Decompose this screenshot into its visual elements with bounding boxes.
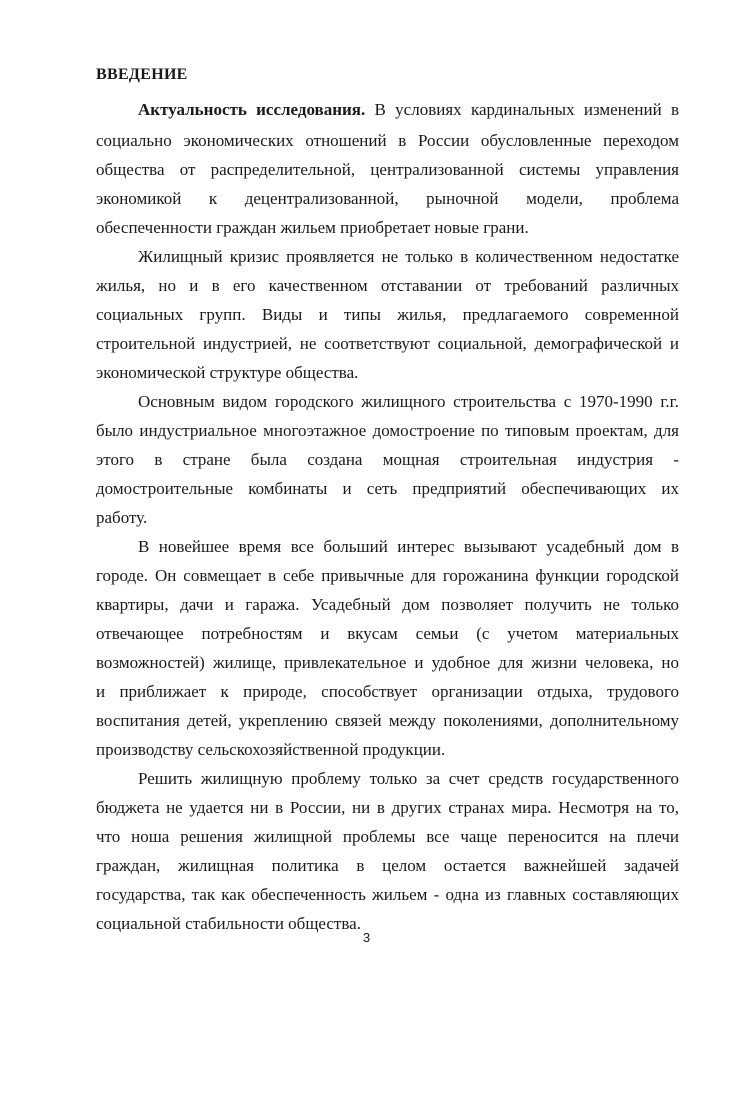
paragraph-5-line-4: граждан, жилищная политика в целом остается важнейшей задачей <box>96 856 679 875</box>
paragraph-3-line-2: было индустриальное многоэтажное домостроение по типовым проектам, для <box>96 421 679 440</box>
paragraph-3-line-5: работу. <box>96 508 148 527</box>
paragraph-1-line-3: общества от распределительной, централизованной системы управления <box>96 160 679 179</box>
paragraph-2-line-5: экономической структуре общества. <box>96 363 359 382</box>
paragraph-5-line-6: социальной стабильности общества. <box>96 914 361 933</box>
paragraph-2-line-2: жилья, но и в его качественном отставании от требований различных <box>96 276 679 295</box>
paragraph-1-line-5: обеспеченности граждан жильем приобретает новые грани. <box>96 218 529 237</box>
paragraph-4-line-1: В новейшее время все больший интерес вызывают усадебный дом в <box>138 537 679 556</box>
paragraph-1-line-4: экономикой к децентрализованной, рыночной модели, проблема <box>96 189 679 208</box>
paragraph-2-line-1: Жилищный кризис проявляется не только в количественном недостатке <box>138 247 679 266</box>
page-number: 3 <box>362 930 371 945</box>
bold-lead-text: Актуальность исследования. <box>138 100 366 119</box>
paragraph-1-text: В условиях кардинальных изменений в <box>365 100 679 119</box>
paragraph-3-line-4: домостроительные комбинаты и сеть предприятий обеспечивающих их <box>96 479 679 498</box>
paragraph-5-line-5: государства, так как обеспеченность жильем - одна из главных составляющих <box>96 885 679 904</box>
paragraph-1-line-1 <box>138 100 679 120</box>
paragraph-5-line-2: бюджета не удается ни в России, ни в других странах мира. Несмотря на то, <box>96 798 679 817</box>
paragraph-2-line-3: социальных групп. Виды и типы жилья, предлагаемого современной <box>96 305 679 324</box>
paragraph-4-line-3: квартиры, дачи и гаража. Усадебный дом позволяет получить не только <box>96 595 679 614</box>
paragraph-5-line-3: что ноша решения жилищной проблемы все чаще переносится на плечи <box>96 827 679 846</box>
paragraph-1-line-2: социально экономических отношений в России обусловленные переходом <box>96 131 679 150</box>
paragraph-3-line-3: этого в стране была создана мощная строительная индустрия - <box>96 450 679 469</box>
paragraph-4-line-4: отвечающее потребностям и вкусам семьи (с учетом материальных <box>96 624 679 643</box>
paragraph-4-line-2: городе. Он совмещает в себе привычные для горожанина функции городской <box>96 566 679 585</box>
paragraph-3-line-1: Основным видом городского жилищного строительства с 1970-1990 г.г. <box>138 392 679 411</box>
paragraph-2-line-4: строительной индустрией, не соответствуют социальной, демографической и <box>96 334 679 353</box>
paragraph-5-line-1: Решить жилищную проблему только за счет средств государственного <box>138 769 679 788</box>
paragraph-4-line-5: возможностей) жилище, привлекательное и удобное для жизни человека, но <box>96 653 679 672</box>
paragraph-4-line-6: и приближает к природе, способствует организации отдыха, трудового <box>96 682 679 701</box>
section-heading: ВВЕДЕНИЕ <box>96 66 188 83</box>
paragraph-4-line-7: воспитания детей, укреплению связей между поколениями, дополнительному <box>96 711 679 730</box>
paragraph-4-line-8: производству сельскохозяйственной продукции. <box>96 740 446 759</box>
